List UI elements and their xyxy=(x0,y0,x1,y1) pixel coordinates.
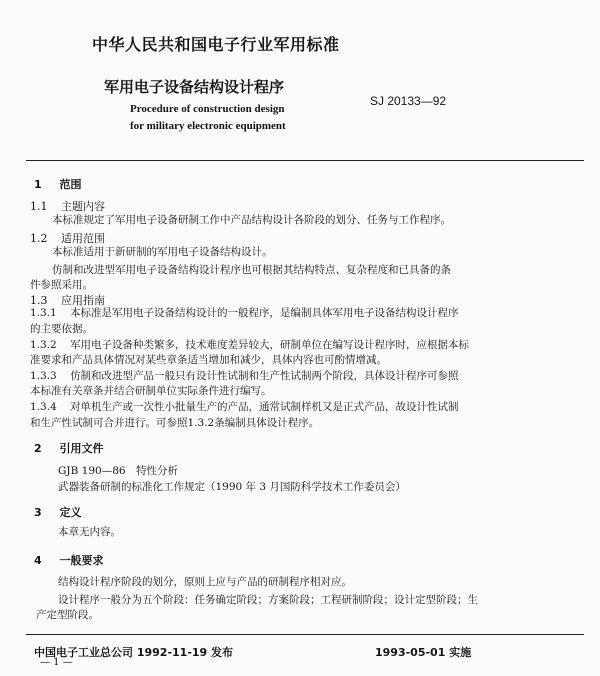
document-title: 军用电子设备结构设计程序 xyxy=(104,78,285,96)
paragraph-continuation: 件参照采用。 xyxy=(30,279,93,291)
paragraph: 本标准适用于新研制的军用电子设备结构设计。 xyxy=(52,246,273,258)
section-number: 2 xyxy=(34,442,42,455)
section-title: 定义 xyxy=(59,506,82,519)
paragraph-continuation: 准要求和产品具体情况对某些章条适当增加和减少，具体内容也可酌情增减。 xyxy=(30,354,387,366)
reference-item: 武器装备研制的标准化工作规定（1990 年 3 月国防科学技术工作委员会） xyxy=(58,481,406,493)
english-title-line1: Procedure of construction design xyxy=(130,103,285,115)
section-title: 一般要求 xyxy=(59,554,104,567)
clause-text: 军用电子设备种类繁多，技术难度差异较大，研制单位在编写设计程序时，应根据本标 xyxy=(70,339,470,351)
clause-text: 本标准是军用电子设备结构设计的一般程序，是编制具体军用电子设备结构设计程序 xyxy=(70,307,459,319)
paragraph: 本标准规定了军用电子设备研制工作中产品结构设计各阶段的划分、任务与工作程序。 xyxy=(52,214,451,226)
paragraph: 本章无内容。 xyxy=(58,526,121,538)
english-title-line2: for military electronic equipment xyxy=(130,120,286,132)
clause-number: 1.3.2 xyxy=(30,339,57,351)
standard-category-heading: 中华人民共和国电子行业军用标准 xyxy=(92,35,340,54)
reference-item: GJB 190—86 特性分析 xyxy=(58,465,179,477)
clause-1-3-1 xyxy=(30,304,459,322)
section-number: 3 xyxy=(34,506,42,519)
clause-text: 仿制和改进型产品一般只有设计性试制和生产性试制两个阶段，具体设计程序可参照 xyxy=(70,370,459,382)
section-3-heading xyxy=(34,504,82,520)
subsection-title: 主题内容 xyxy=(61,200,105,213)
paragraph-continuation: 和生产性试制可合并进行。可参照1.3.2条编制具体设计程序。 xyxy=(30,417,320,429)
clause-text: 对单机生产或一次性小批量生产的产品，通常试制样机又是正式产品，故设计性试制 xyxy=(70,401,459,413)
paragraph-continuation: 产定型阶段。 xyxy=(36,609,99,621)
subsection-title: 应用指南 xyxy=(61,294,105,307)
section-2-heading xyxy=(34,440,104,456)
issue-date: 中国电子工业总公司 1992-11-19 发布 xyxy=(34,646,234,659)
section-1-heading xyxy=(34,176,82,192)
subsection-number: 1.2 xyxy=(30,232,48,245)
paragraph: 仿制和改进型军用电子设备结构设计程序也可根据其结构特点、复杂程度和已具备的条 xyxy=(52,264,451,276)
footer-divider xyxy=(26,634,584,635)
page-number: — 1 — xyxy=(40,657,73,668)
subsection-title: 适用范围 xyxy=(61,232,105,245)
paragraph-continuation: 的主要依据。 xyxy=(30,323,93,335)
clause-number: 1.3.4 xyxy=(30,401,57,413)
paragraph-continuation: 本标准有关章条并结合研制单位实际条件进行编写。 xyxy=(30,385,272,397)
paragraph: 结构设计程序阶段的划分，原则上应与产品的研制程序相对应。 xyxy=(58,576,352,588)
paragraph: 设计程序一般分为五个阶段：任务确定阶段；方案阶段；工程研制阶段；设计定型阶段；生 xyxy=(58,594,478,606)
document-code: SJ 20133—92 xyxy=(370,94,447,108)
section-title: 范围 xyxy=(59,178,82,191)
clause-number: 1.3.3 xyxy=(30,370,57,382)
section-4-heading xyxy=(34,552,104,568)
clause-number: 1.3.1 xyxy=(30,307,57,319)
header-divider xyxy=(26,160,584,161)
subsection-number: 1.3 xyxy=(30,294,48,307)
section-number: 4 xyxy=(34,554,42,567)
section-title: 引用文件 xyxy=(59,442,104,455)
effective-date: 1993-05-01 实施 xyxy=(375,646,472,659)
section-number: 1 xyxy=(34,178,42,191)
subsection-number: 1.1 xyxy=(30,200,48,213)
